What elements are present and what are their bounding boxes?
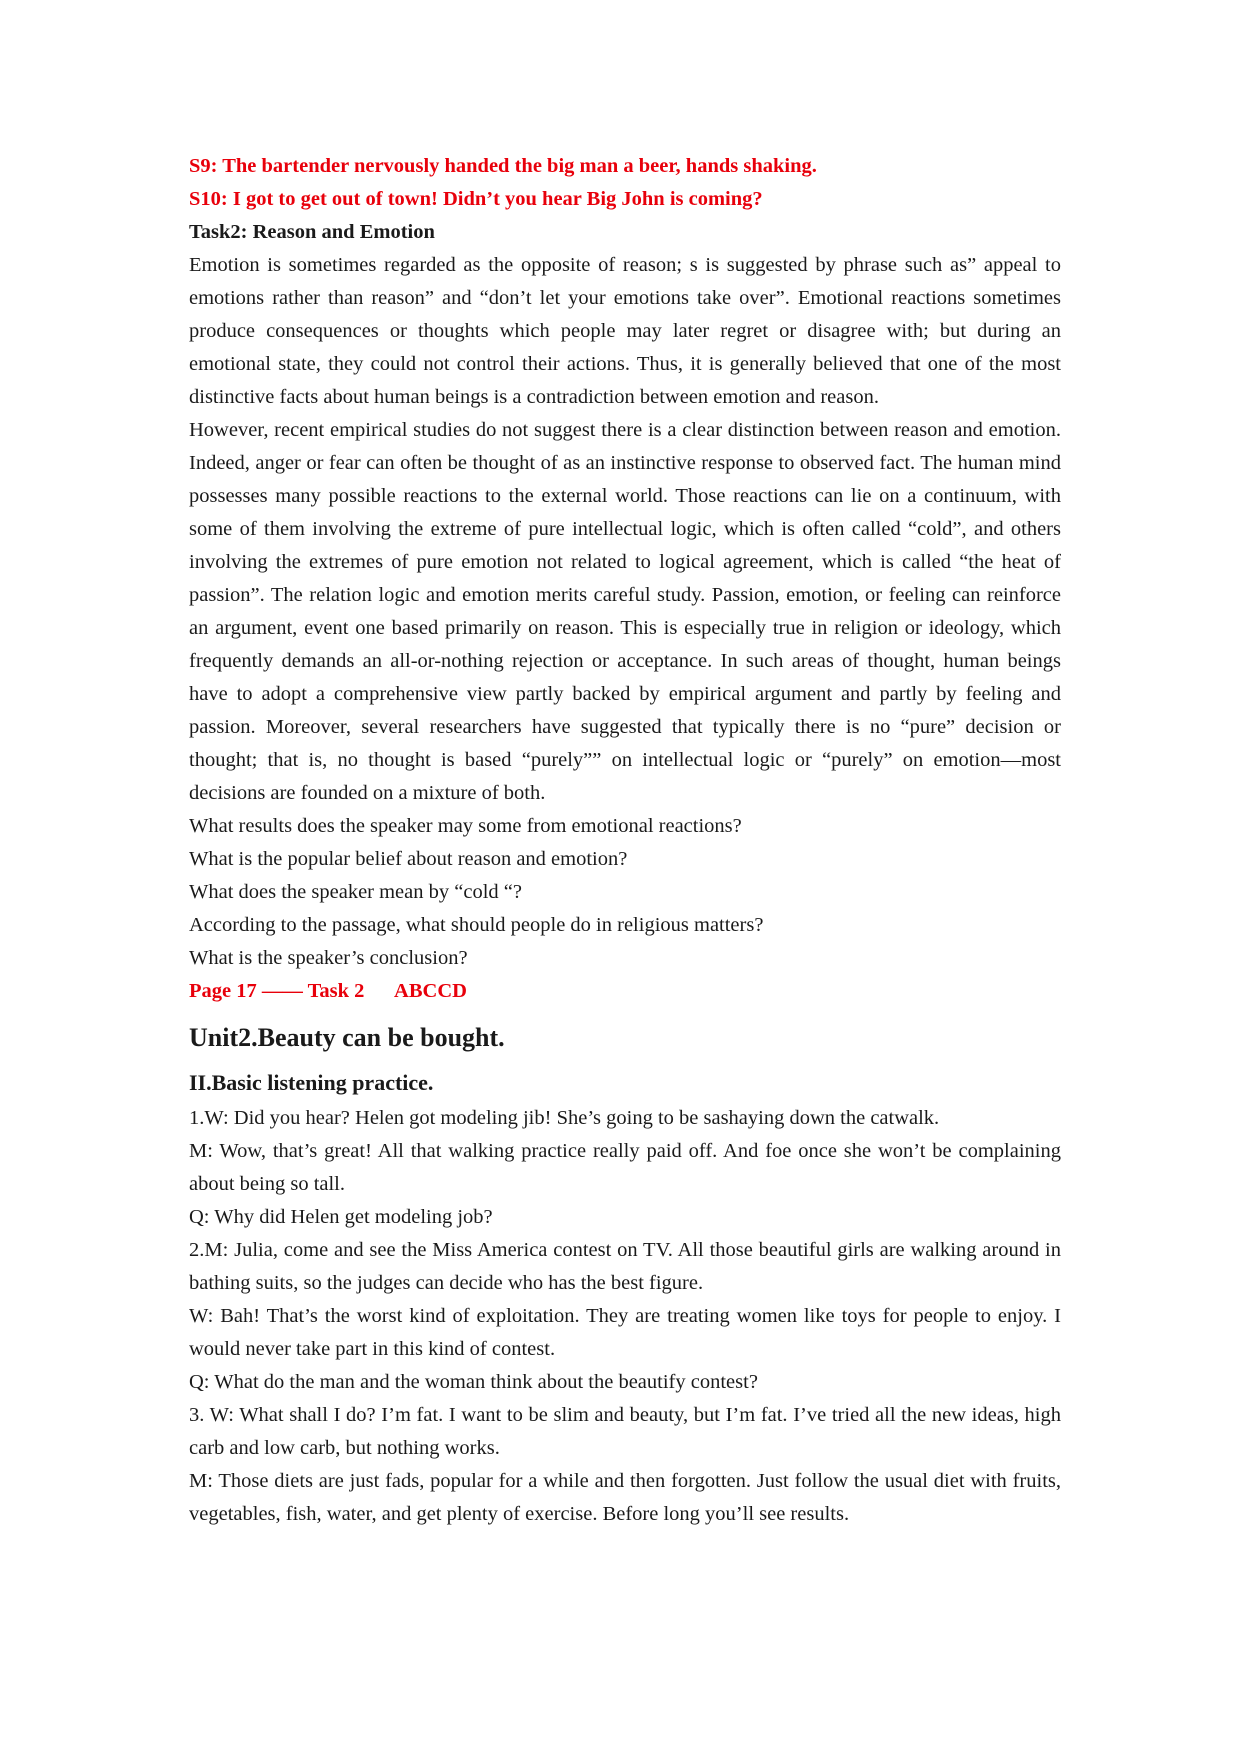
dialogue-line: 1.W: Did you hear? Helen got modeling jib! She’s going to be sashaying down the catwalk. xyxy=(189,1107,940,1129)
dialogue-line: W: Bah! That’s the worst kind of exploitation. They are treating women like toys for people to enjoy. I would never take part in this kind of contest. xyxy=(189,1305,1061,1360)
task2-paragraph-1: Emotion is sometimes regarded as the opposite of reason; s is suggested by phrase such as” appeal to emotions rather than reason” and “don’t let your emotions take over”. Emotional reactions sometimes produce consequences or thoughts which people may later regret or disagree with; but during an emotional state, they could not control their actions. Thus, it is generally believed that one of the most distinctive facts about human beings is a contradiction between emotion and reason. xyxy=(189,254,1061,408)
unit-title: Unit2.Beauty can be bought. xyxy=(189,1023,505,1052)
dialogue-line: M: Those diets are just fads, popular for a while and then forgotten. Just follow the usual diet with fruits, vegetables, fish, water, and get plenty of exercise. Before long you’ll see results. xyxy=(189,1470,1061,1525)
section-title: II.Basic listening practice. xyxy=(189,1070,434,1095)
answer-line: Page 17 —— Task 2 ABCCD xyxy=(189,980,467,1002)
question-2: What is the popular belief about reason and emotion? xyxy=(189,848,628,870)
question-4: According to the passage, what should people do in religious matters? xyxy=(189,914,764,936)
task2-paragraph-2: However, recent empirical studies do not suggest there is a clear distinction between reason and emotion. Indeed, anger or fear can often be thought of as an instinctive response to observed fact. The human mind possesses many possible reactions to the external world. Those reactions can lie on a continuum, with some of them involving the extreme of pure intellectual logic, which is often called “cold”, and others involving the extremes of pure emotion not related to logical agreement, which is called “the heat of passion”. The relation logic and emotion merits careful study. Passion, emotion, or feeling can reinforce an argument, event one based primarily on reason. This is especially true in religion or ideology, which frequently demands an all-or-nothing rejection or acceptance. In such areas of thought, human beings have to adopt a comprehensive view partly backed by empirical argument and partly by feeling and passion. Moreover, several researchers have suggested that typically there is no “pure” decision or thought; that is, no thought is based “purely”” on intellectual logic or “purely” on emotion—most decisions are founded on a mixture of both. xyxy=(189,419,1061,804)
s9-line: S9: The bartender nervously handed the big man a beer, hands shaking. xyxy=(189,155,817,177)
question-3: What does the speaker mean by “cold “? xyxy=(189,881,522,903)
document-page xyxy=(189,150,1061,1531)
dialogue-line: M: Wow, that’s great! All that walking practice really paid off. And foe once she won’t be complaining about being so tall. xyxy=(189,1140,1061,1195)
question-5: What is the speaker’s conclusion? xyxy=(189,947,468,969)
dialogue-line: 3. W: What shall I do? I’m fat. I want to be slim and beauty, but I’m fat. I’ve tried all the new ideas, high carb and low carb, but nothing works. xyxy=(189,1404,1061,1459)
task2-title: Task2: Reason and Emotion xyxy=(189,221,435,243)
dialogue-line: Q: What do the man and the woman think about the beautify contest? xyxy=(189,1371,758,1393)
question-1: What results does the speaker may some from emotional reactions? xyxy=(189,815,742,837)
s10-line: S10: I got to get out of town! Didn’t you hear Big John is coming? xyxy=(189,188,763,210)
dialogue-line: 2.M: Julia, come and see the Miss America contest on TV. All those beautiful girls are walking around in bathing suits, so the judges can decide who has the best figure. xyxy=(189,1239,1061,1294)
dialogue-line: Q: Why did Helen get modeling job? xyxy=(189,1206,493,1228)
